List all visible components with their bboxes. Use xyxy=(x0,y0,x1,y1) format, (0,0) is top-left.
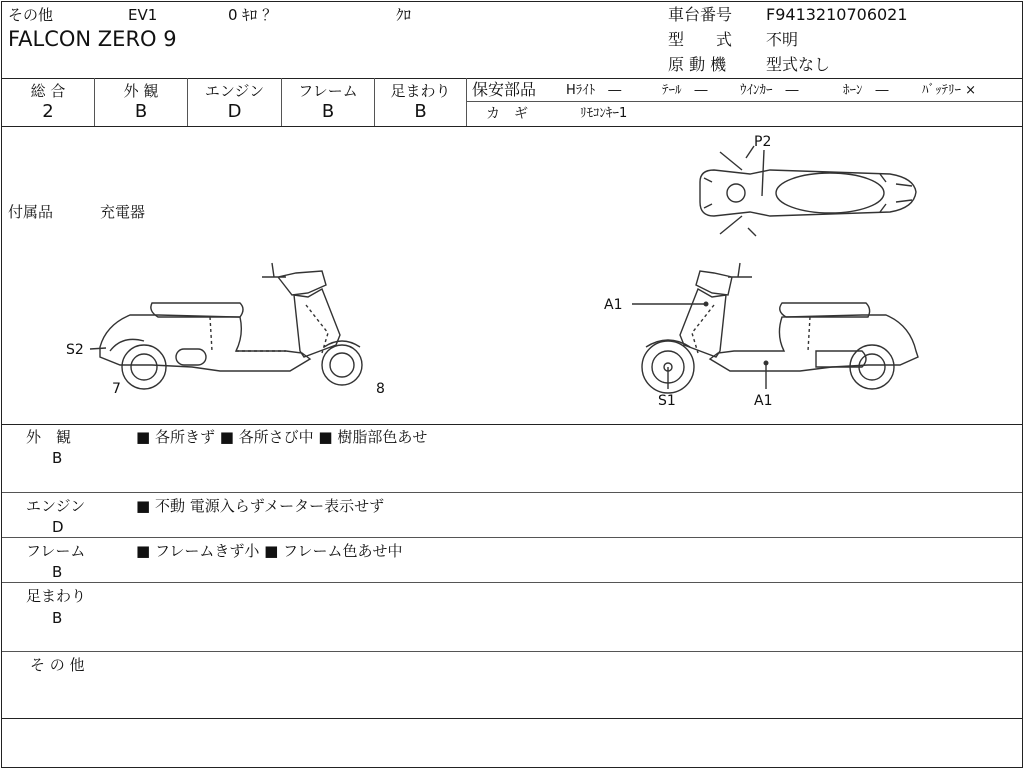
type-label: 型 式 xyxy=(668,30,733,49)
safety-winker: ｳｲﾝｶｰ ― xyxy=(740,83,799,98)
divider xyxy=(2,492,1022,493)
section-suspension-grade: B xyxy=(52,609,63,627)
section-other-label: そ の 他 xyxy=(30,656,85,674)
type-value: 不明 xyxy=(766,30,799,49)
section-frame-label: フレーム xyxy=(26,542,86,560)
grade-header-frame: フレーム xyxy=(298,82,358,100)
section-exterior-label: 外 観 xyxy=(26,428,72,446)
section-exterior-notes: ■ 各所きず ■ 各所さび中 ■ 樹脂部色あせ xyxy=(136,428,428,446)
grade-header-exterior: 外 観 xyxy=(123,82,159,100)
divider xyxy=(466,78,467,126)
safety-headlight: Hﾗｲﾄ ― xyxy=(566,83,622,98)
scooter-right-side-view xyxy=(600,255,930,415)
engine-type-label: 原 動 機 xyxy=(668,55,727,74)
frame-no: F9413210706021 xyxy=(766,5,908,24)
divider xyxy=(2,582,1022,583)
grade-header-engine: エンジン xyxy=(204,82,265,100)
engine-type-value: 型式なし xyxy=(766,55,831,74)
grade-value-exterior: B xyxy=(134,101,148,122)
label-s1: S1 xyxy=(658,393,676,409)
divider xyxy=(2,424,1022,425)
accessories-value: 充電器 xyxy=(100,203,146,221)
label-a1-upper: A1 xyxy=(604,297,623,313)
safety-horn: ﾎｰﾝ ― xyxy=(843,83,889,98)
label-a1-lower: A1 xyxy=(754,393,773,409)
model-code: EV1 xyxy=(128,6,158,24)
divider xyxy=(2,126,1022,127)
section-engine-grade: D xyxy=(52,518,64,536)
model-name: FALCON ZERO 9 xyxy=(8,27,177,51)
section-frame-grade: B xyxy=(52,563,63,581)
section-suspension-label: 足まわり xyxy=(26,587,87,605)
divider xyxy=(466,101,1022,102)
grade-header-suspension: 足まわり xyxy=(390,82,451,100)
safety-battery: ﾊﾞｯﾃﾘｰ × xyxy=(922,83,977,98)
section-exterior-grade: B xyxy=(52,449,63,467)
grade-value-frame: B xyxy=(321,101,335,122)
accessories-label: 付属品 xyxy=(8,203,54,221)
divider xyxy=(2,78,1022,79)
label-s2: S2 xyxy=(66,342,84,358)
key-value: ﾘﾓｺﾝｷｰ1 xyxy=(580,106,628,121)
section-engine-notes: ■ 不動 電源入らずメーター表示せず xyxy=(136,497,385,515)
label-8: 8 xyxy=(376,381,385,397)
key-label: カ ギ xyxy=(486,106,528,122)
category-label: その他 xyxy=(8,6,54,24)
grade-header-overall: 総 合 xyxy=(30,82,66,100)
label-7: 7 xyxy=(112,381,121,397)
divider xyxy=(2,537,1022,538)
section-engine-label: エンジン xyxy=(26,497,86,515)
color: ｸﾛ xyxy=(396,6,412,24)
scooter-top-view xyxy=(690,130,930,240)
mileage: 0 ｷﾛ ？ xyxy=(228,6,278,24)
section-frame-notes: ■ フレームきず小 ■ フレーム色あせ中 xyxy=(136,542,403,560)
label-p2: P2 xyxy=(754,134,772,150)
safety-label: 保安部品 xyxy=(472,80,537,99)
grade-value-overall: 2 xyxy=(42,101,54,122)
safety-taillight: ﾃｰﾙ ― xyxy=(662,83,708,98)
grade-value-suspension: B xyxy=(414,101,427,122)
frame-no-label: 車台番号 xyxy=(668,5,733,24)
divider xyxy=(2,718,1022,719)
scooter-left-side-view xyxy=(60,255,400,400)
divider xyxy=(2,651,1022,652)
grade-value-engine: D xyxy=(227,101,242,122)
